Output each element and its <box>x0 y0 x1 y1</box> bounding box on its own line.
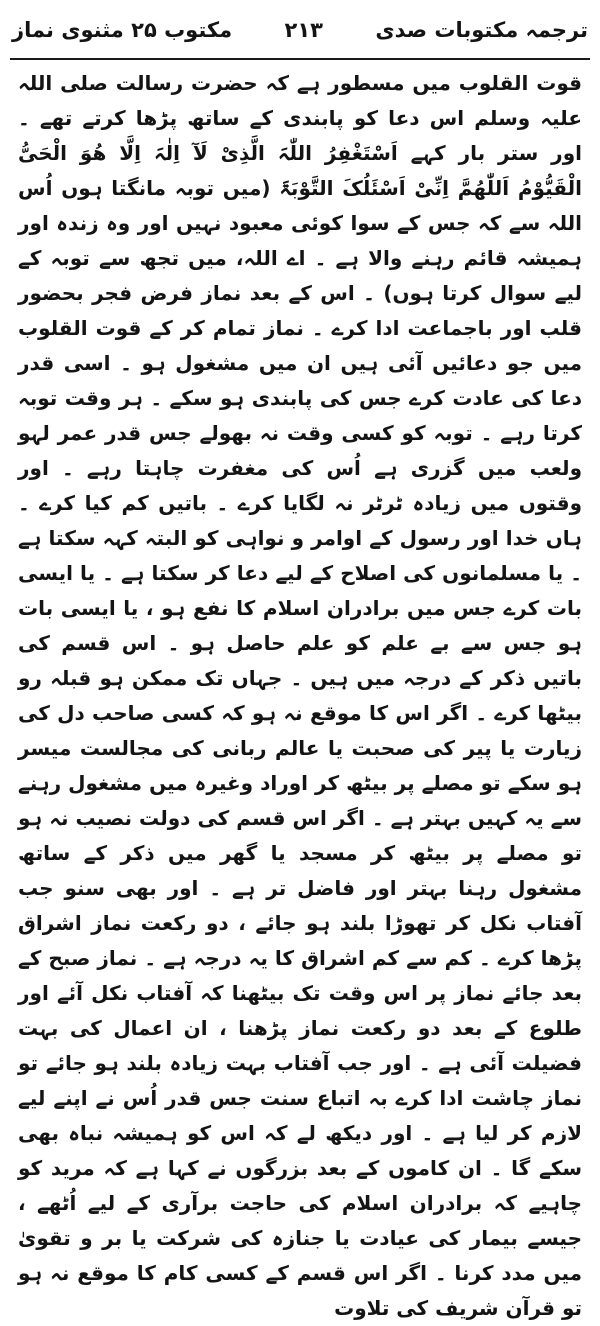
body-text <box>18 66 582 1320</box>
body-paragraph: قوت القلوب میں مسطور ہے کہ حضرت رسالت صلی اللہ علیہ وسلم اس دعا کو پابندی کے ساتھ پڑھا کرتے تھے ۔ اور ستر بار کہے اَسْتَغْفِرُ اللّٰہَ الَّذِیْ لَآ اِلٰہَ اِلَّا ھُوَ الْحَیُّ الْقَیُّوْمُ اَللّٰھُمَّ اِنِّیْ اَسْئَلُکَ التَّوْبَۃَ (میں توبہ مانگتا ہوں اُس اللہ سے کہ جس کے سوا کوئی معبود نہیں اور وہ زندہ اور ہمیشہ قائم رہنے والا ہے ۔ اے اللہ، میں تجھ سے توبہ کے لیے سوال کرتا ہوں) ۔ اس کے بعد نماز فرض فجر بحضور قلب اور باجماعت ادا کرے ۔ نماز تمام کر کے قوت القلوب میں جو دعائیں آئی ہیں ان میں مشغول ہو ۔ اسی قدر دعا کی عادت کرے جس کی پابندی ہو سکے ۔ ہر وقت توبہ کرتا رہے ۔ توبہ کو کسی وقت نہ بھولے جس قدر عمر لہو ولعب میں گزری ہے اُس کی مغفرت چاہتا رہے ۔ اور وقتوں میں زیادہ ٹرٹر نہ لگایا کرے ۔ باتیں کم کیا کرے ۔ ہاں خدا اور رسول کے اوامر و نواہی کو البتہ کہہ سکتا ہے ۔ یا مسلمانوں کی اصلاح کے لیے دعا کر سکتا ہے ۔ یا ایسی بات کرے جس میں برادران اسلام کا نفع ہو ، یا ایسی بات ہو جس سے بے علم کو علم حاصل ہو ۔ اس قسم کی باتیں ذکر کے درجہ میں ہیں ۔ جہاں تک ممکن ہو قبلہ رو بیٹھا کرے ۔ اگر اس کا موقع نہ ہو کہ کسی صاحب دل کی زیارت یا پیر کی صحبت یا عالم ربانی کی مجالست میسر ہو سکے تو مصلے پر بیٹھ کر اوراد وغیرہ میں مشغول رہنے سے یہ کہیں بہتر ہے ۔ اگر اس قسم کی دولت نصیب نہ ہو تو مصلے پر بیٹھ کر مسجد یا گھر میں ذکر کے ساتھ مشغول رہنا بہتر اور فاضل تر ہے ۔ اور بھی سنو جب آفتاب نکل کر تھوڑا بلند ہو جائے ، دو رکعت نماز اشراق پڑھا کرے ۔ کم سے کم اشراق کا یہ درجہ ہے ۔ نماز صبح کے بعد جائے نماز پر اس وقت تک بیٹھنا کہ آفتاب نکل آئے اور طلوع کے بعد دو رکعت نماز پڑھنا ، ان اعمال کی بہت فضیلت آئی ہے ۔ اور جب آفتاب بہت زیادہ بلند ہو جائے تو نماز چاشت ادا کرے بہ اتباع سنت جس قدر اُس نے اپنے لیے لازم کر لیا ہے ۔ اور دیکھ لے کہ اس کو ہمیشہ نباہ بھی سکے گا ۔ ان کاموں کے بعد بزرگوں نے کہا ہے کہ مرید کو چاہیے کہ برادران اسلام کی حاجت برآری کے لیے اُٹھے ، جیسے بیمار کی عیادت یا جنازہ کی شرکت یا بر و تقویٰ میں مدد کرنا ۔ اگر اس قسم کے کسی کام کا موقع نہ ہو تو قرآن شریف کی تلاوت <box>18 71 582 1320</box>
book-title: ترجمہ مکتوبات صدی <box>375 18 588 42</box>
page-header <box>12 8 588 52</box>
header-rule <box>10 58 590 60</box>
chapter-title: مکتوب ۲۵ مثنوی نماز <box>12 18 233 42</box>
page-number: ۲۱۳ <box>284 18 323 42</box>
